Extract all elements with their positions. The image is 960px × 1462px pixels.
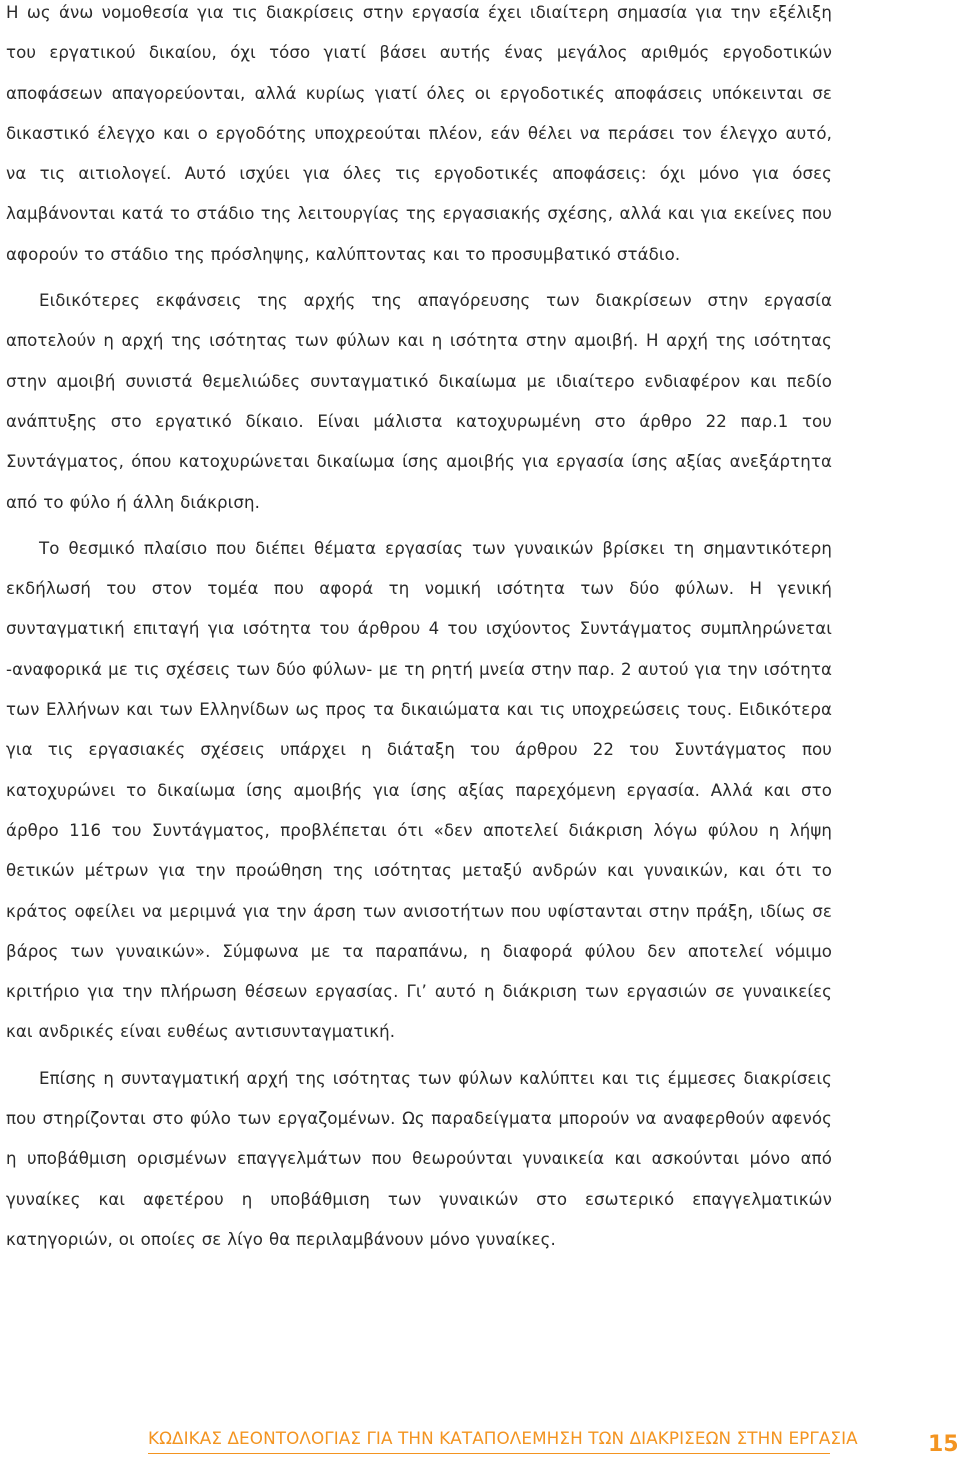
page-footer	[148, 1428, 858, 1458]
paragraph-1: Η ως άνω νομοθεσία για τις διακρίσεις στην εργασία έχει ιδιαίτερη σημασία για την εξέλιξη του εργατικού δικαίου, όχι τόσο γιατί βάσει αυτής ένας μεγάλος αριθμός εργοδοτικών αποφάσεων απαγορεύονται, αλλά κυρίως γιατί όλες οι εργοδοτικές αποφάσεις υπόκεινται σε δικαστικό έλεγχο και ο εργοδότης υποχρεούται πλέον, εάν θέλει να περάσει τον έλεγχο αυτό, να τις αιτιολογεί. Αυτό ισχύει για όλες τις εργοδοτικές αποφάσεις: όχι μόνο για όσες λαμβάνονται κατά το στάδιο της λειτουργίας της εργασιακής σχέσης, αλλά και για εκείνες που αφορούν το στάδιο της πρόσληψης, καλύπτοντας και το προσυμβατικό στάδιο.	[6, 3, 832, 264]
page-number: 15	[928, 1432, 959, 1457]
footer-title: ΚΩΔΙΚΑΣ ΔΕΟΝΤΟΛΟΓΙΑΣ ΓΙΑ ΤΗΝ ΚΑΤΑΠΟΛΕΜΗΣΗ ΤΩΝ ΔΙΑΚΡΙΣΕΩΝ ΣΤΗΝ ΕΡΓΑΣΙΑ	[148, 1428, 858, 1448]
paragraph-3: Το θεσμικό πλαίσιο που διέπει θέματα εργασίας των γυναικών βρίσκει τη σημαντικότερη εκδήλωσή του στον τομέα που αφορά τη νομική ισότητα των δύο φύλων. Η γενική συνταγματική επιταγή για ισότητα του άρθρου 4 του ισχύοντος Συντάγματος συμπληρώνεται -αναφορικά με τις σχέσεις των δύο φύλων- με τη ρητή μνεία στην παρ. 2 αυτού για την ισότητα των Ελλήνων και των Ελληνίδων ως προς τα δικαιώματα και τις υποχρεώσεις τους. Ειδικότερα για τις εργασιακές σχέσεις υπάρχει η διάταξη του άρθρου 22 του Συντάγματος που κατοχυρώνει το δικαίωμα ίσης αμοιβής για ίσης αξίας παρεχόμενη εργασία. Αλλά και στο άρθρο 116 του Συντάγματος, προβλέπεται ότι «δεν αποτελεί διάκριση λόγω φύλου η λήψη θετικών μέτρων για την προώθηση της ισότητας μεταξύ ανδρών και γυναικών, και ότι το κράτος οφείλει να μεριμνά για την άρση των ανισοτήτων που υφίστανται στην πράξη, ιδίως σε βάρος των γυναικών». Σύμφωνα με τα παραπάνω, η διαφορά φύλου δεν αποτελεί νόμιμο κριτήριο για την πλήρωση θέσεων εργασίας. Γι’ αυτό η διάκριση των εργασιών σε γυναικείες και ανδρικές είναι ευθέως αντισυνταγματική.	[6, 538, 832, 1042]
footer-rule	[148, 1453, 830, 1454]
paragraph-4: Επίσης η συνταγματική αρχή της ισότητας των φύλων καλύπτει και τις έμμεσες διακρίσεις που στηρίζονται στο φύλο των εργαζομένων. Ως παραδείγματα μπορούν να αναφερθούν αφενός η υποβάθμιση ορισμένων επαγγελμάτων που θεωρούνται γυναικεία και ασκούνται μόνο από γυναίκες και αφετέρου η υποβάθμιση των γυναικών στο εσωτερικό επαγγελματικών κατηγοριών, οι οποίες σε λίγο θα περιλαμβάνουν μόνο γυναίκες.	[6, 1068, 832, 1249]
paragraph-2: Ειδικότερες εκφάνσεις της αρχής της απαγόρευσης των διακρίσεων στην εργασία αποτελούν η αρχή της ισότητας των φύλων και η ισότητα στην αμοιβή. Η αρχή της ισότητας στην αμοιβή συνιστά θεμελιώδες συνταγματικό δικαίωμα με ιδιαίτερο ενδιαφέρον και πεδίο ανάπτυξης στο εργατικό δίκαιο. Είναι μάλιστα κατοχυρωμένη στο άρθρο 22 παρ.1 του Συντάγματος, όπου κατοχυρώνεται δικαίωμα ίσης αμοιβής για εργασία ίσης αξίας ανεξάρτητα από το φύλο ή άλλη διάκριση.	[6, 291, 832, 512]
page-body	[6, 0, 832, 1260]
